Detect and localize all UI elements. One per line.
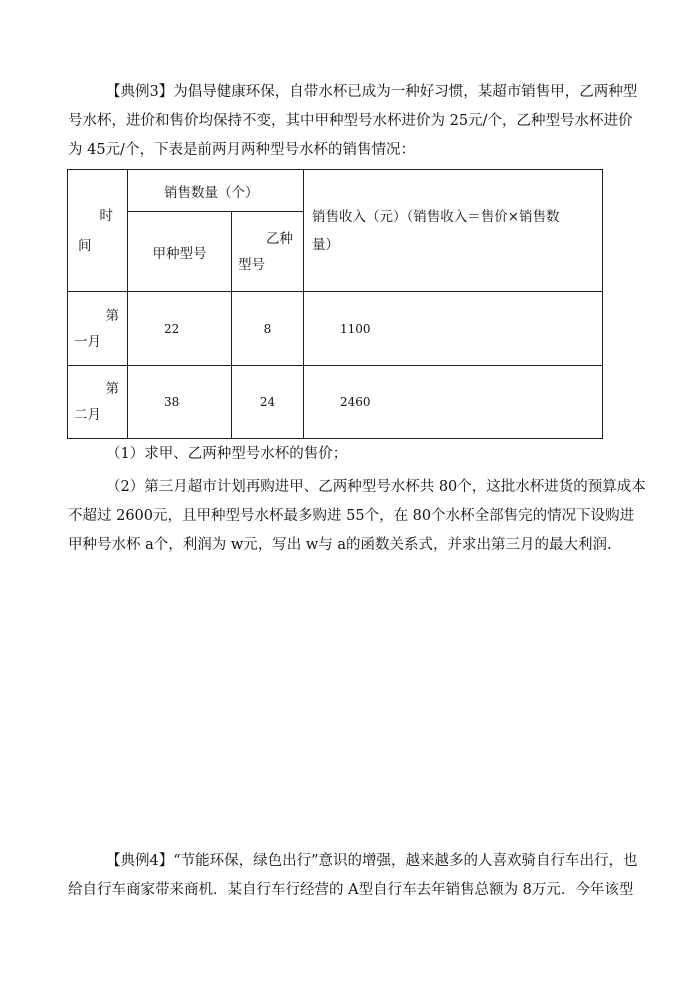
revenue-cell: 1100	[304, 292, 603, 366]
sales-table	[67, 169, 603, 439]
question-2-line: 不超过 2600元，且甲种型号水杯最多购进 55个，在 80个水杯全部售完的情况下设购进	[68, 508, 635, 524]
example-4-line: 【典例4】“节能环保，绿色出行”意识的增强，越来越多的人喜欢骑自行车出行，也	[106, 853, 638, 869]
question-1: （1）求甲、乙两种型号水杯的售价；	[106, 446, 348, 462]
table-row	[68, 292, 603, 366]
example-4-line: 给自行车商家带来商机．某自行车行经营的 A型自行车去年销售总额为 8万元．今年该型	[68, 882, 634, 898]
type-b-qty-cell: 8	[232, 292, 304, 366]
table-row	[68, 366, 603, 439]
type-a-qty-cell: 22	[128, 292, 232, 366]
revenue-header: 销售收入（元）（销售收入＝售价×销售数 量）	[304, 170, 603, 292]
type-b-header: 乙种 型号	[232, 212, 304, 292]
month-cell: 第 二月	[68, 366, 128, 439]
example-3-line: 号水杯，进价和售价均保持不变，其中甲种型号水杯进价为 25元/个，乙种型号水杯进价	[68, 113, 633, 129]
type-b-qty-cell: 24	[232, 366, 304, 439]
month-cell: 第 一月	[68, 292, 128, 366]
example-3-line: 为 45元/个，下表是前两月两种型号水杯的销售情况：	[68, 142, 415, 158]
time-header: 时 间	[68, 170, 128, 292]
example-3-intro	[68, 78, 638, 165]
question-2-line: （2）第三月超市计划再购进甲、乙两种型号水杯共 80个，这批水杯进货的预算成本	[106, 479, 646, 495]
type-a-qty-cell: 38	[128, 366, 232, 439]
question-2	[68, 473, 646, 560]
type-a-header: 甲种型号	[128, 212, 232, 292]
revenue-cell: 2460	[304, 366, 603, 439]
quantity-header: 销售数量（个）	[128, 170, 304, 212]
example-4-intro	[68, 847, 638, 905]
example-3-line: 【典例3】为倡导健康环保，自带水杯已成为一种好习惯，某超市销售甲，乙两种型	[106, 84, 638, 100]
question-2-line: 甲种号水杯 a个，利润为 w元，写出 w与 a的函数关系式，并求出第三月的最大利润.	[68, 537, 612, 553]
